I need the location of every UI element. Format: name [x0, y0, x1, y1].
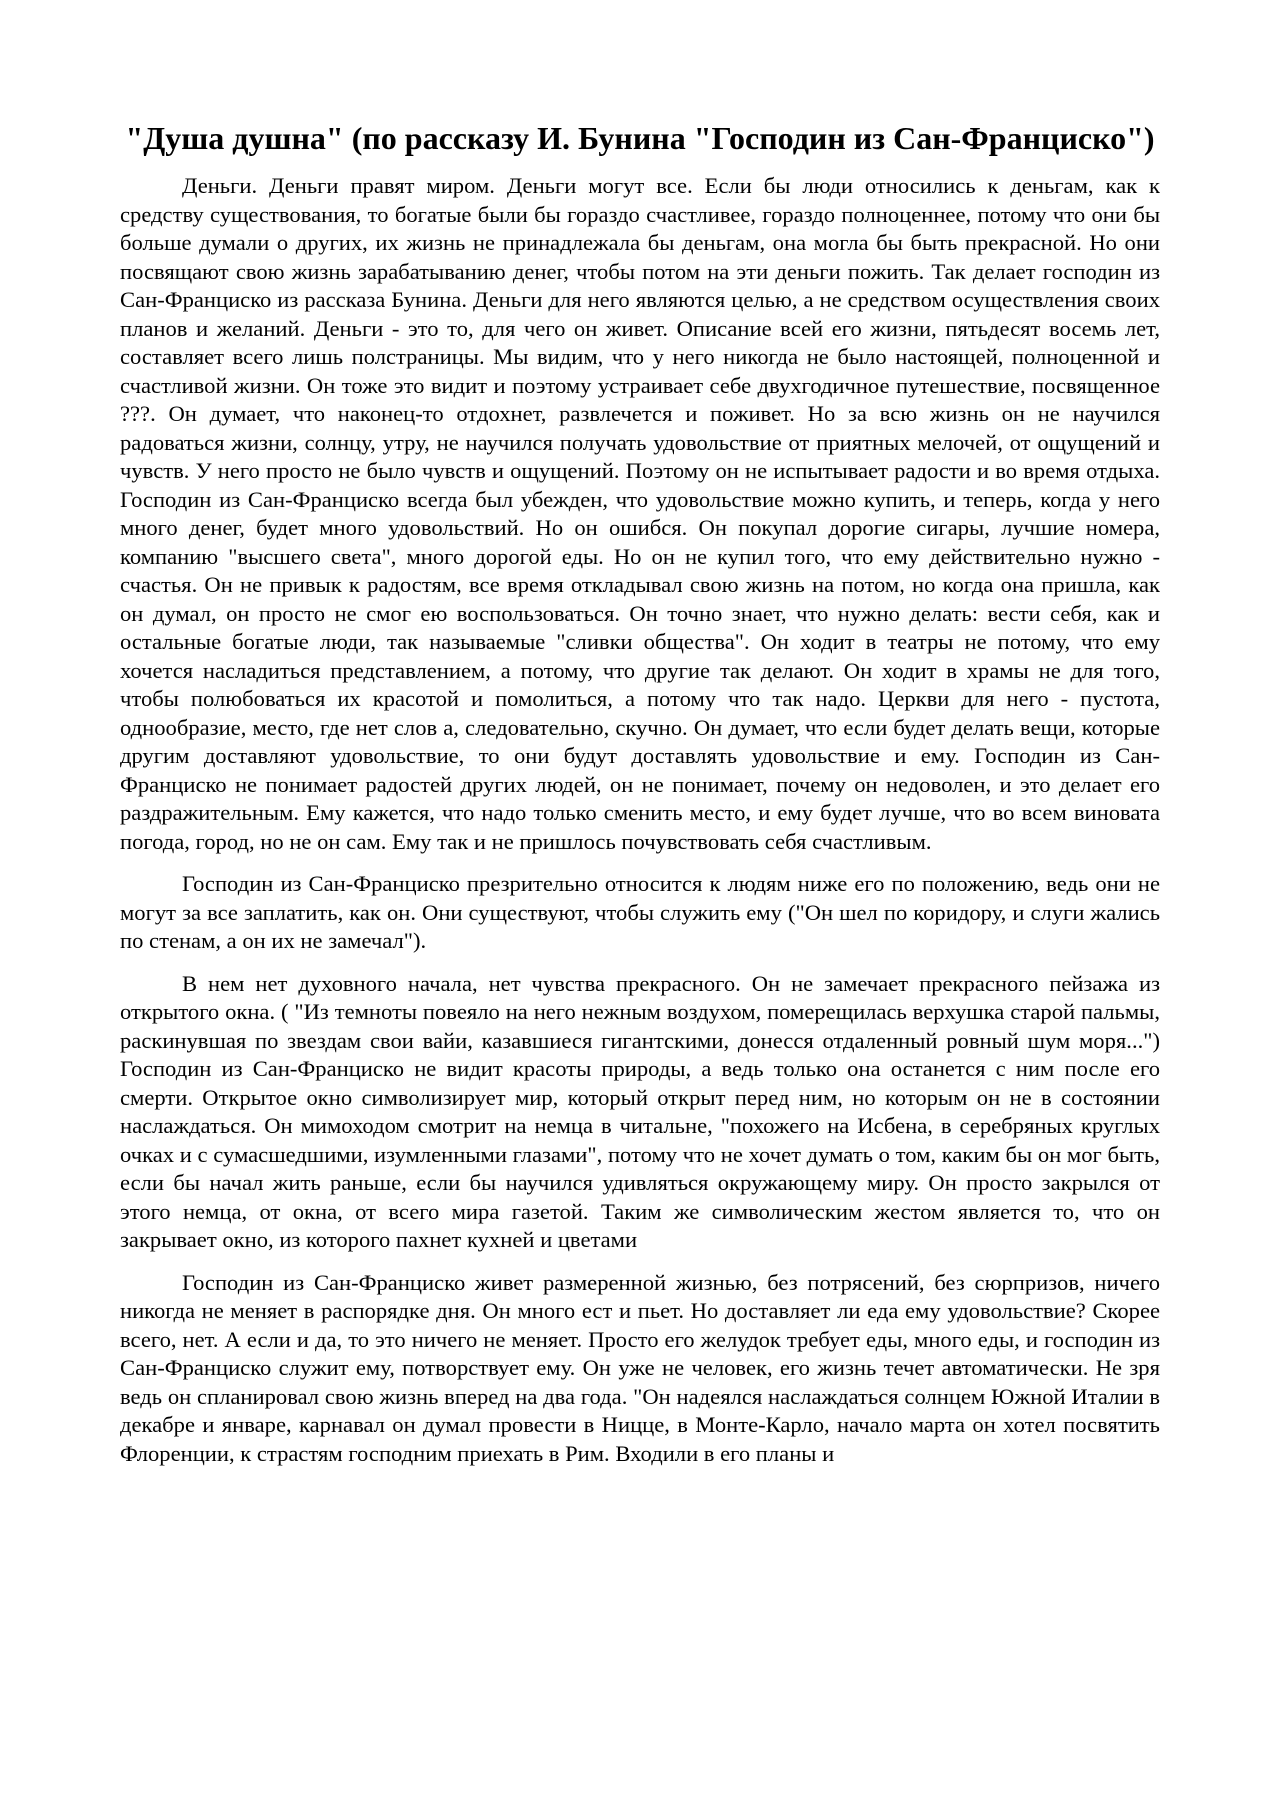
paragraph-1: Деньги. Деньги правят миром. Деньги могут все. Если бы люди относились к деньгам, как к средству существования, то богатые были бы гораздо счастливее, гораздо полноценнее, потому что они бы больше думали о других, их жизнь не принадлежала бы деньгам, она могла бы быть прекрасной. Но они посвящают свою жизнь зарабатыванию денег, чтобы потом на эти деньги пожить. Так делает господин из Сан-Франциско из рассказа Бунина. Деньги для него являются целью, а не средством осуществления своих планов и желаний. Деньги - это то, для чего он живет. Описание всей его жизни, пятьдесят восемь лет, составляет всего лишь полстраницы. Мы видим, что у него никогда не было настоящей, полноценной и счастливой жизни. Он тоже это видит и поэтому устраивает себе двухгодичное путешествие, посвященное ???. Он думает, что наконец-то отдохнет, развлечется и поживет. Но за всю жизнь он не научился радоваться жизни, солнцу, утру, не научился получать удовольствие от приятных мелочей, от ощущений и чувств. У него просто не было чувств и ощущений. Поэтому он не испытывает радости и во время отдыха. Господин из Сан-Франциско всегда был убежден, что удовольствие можно купить, и теперь, когда у него много денег, будет много удовольствий. Но он ошибся. Он покупал дорогие сигары, лучшие номера, компанию "высшего света", много дорогой еды. Но он не купил того, что ему действительно нужно - счастья. Он не привык к радостям, все время откладывал свою жизнь на потом, но когда она пришла, как он думал, он просто не смог ею воспользоваться. Он точно знает, что нужно делать: вести себя, как и остальные богатые люди, так называемые "сливки общества". Он ходит в театры не потому, что ему хочется насладиться представлением, а потому, что другие так делают. Он ходит в храмы не для того, чтобы полюбоваться их красотой и помолиться, а потому что так надо. Церкви для него - пустота, однообразие, место, где нет слов а, следовательно, скучно. Он думает, что если будет делать вещи, которые другим доставляют удовольствие, то они будут доставлять удовольствие и ему. Господин из Сан-Франциско не понимает радостей других людей, он не понимает, почему он недоволен, и это делает его раздражительным. Ему кажется, что надо только сменить место, и ему будет лучше, что во всем виновата погода, город, но не он сам. Ему так и не пришлось почувствовать себя счастливым. — [120, 173, 1160, 854]
paragraph-2: Господин из Сан-Франциско презрительно относится к людям ниже его по положению, ведь они не могут за все заплатить, как он. Они существуют, чтобы служить ему ("Он шел по коридору, и слуги жались по стенам, а он их не замечал"). — [120, 871, 1160, 953]
document-page — [120, 118, 1160, 1482]
paragraph-3: В нем нет духовного начала, нет чувства прекрасного. Он не замечает прекрасного пейзажа из открытого окна. ( "Из темноты повеяло на него нежным воздухом, померещилась верхушка старой пальмы, раскинувшая по звездам свои вайи, казавшиеся гигантскими, донесся отдаленный ровный шум моря...") Господин из Сан-Франциско не видит красоты природы, а ведь только она останется с ним после его смерти. Открытое окно символизирует мир, который открыт перед ним, но которым он не в состоянии наслаждаться. Он мимоходом смотрит на немца в читальне, "похожего на Исбена, в серебряных круглых очках и с сумасшедшими, изумленными глазами", потому что не хочет думать о том, каким бы он мог быть, если бы начал жить раньше, если бы научился удивляться окружающему миру. Он просто закрылся от этого немца, от окна, от всего мира газетой. Таким же символическим жестом является то, что он закрывает окно, из которого пахнет кухней и цветами — [120, 970, 1160, 1252]
document-title: "Душа душна" (по рассказу И. Бунина "Господин из Сан-Франциско") — [125, 120, 1155, 156]
paragraph-4: Господин из Сан-Франциско живет размеренной жизнью, без потрясений, без сюрпризов, ничего никогда не меняет в распорядке дня. Он много ест и пьет. Но доставляет ли еда ему удовольствие? Скорее всего, нет. А если и да, то это ничего не меняет. Просто его желудок требует еды, много еды, и господин из Сан-Франциско служит ему, потворствует ему. Он уже не человек, его жизнь течет автоматически. Не зря ведь он спланировал свою жизнь вперед на два года. "Он надеялся наслаждаться солнцем Южной Италии в декабре и январе, карнавал он думал провести в Ницце, в Монте-Карло, начало марта он хотел посвятить Флоренции, к страстям господним приехать в Рим. Входили в его планы и — [120, 1269, 1160, 1466]
